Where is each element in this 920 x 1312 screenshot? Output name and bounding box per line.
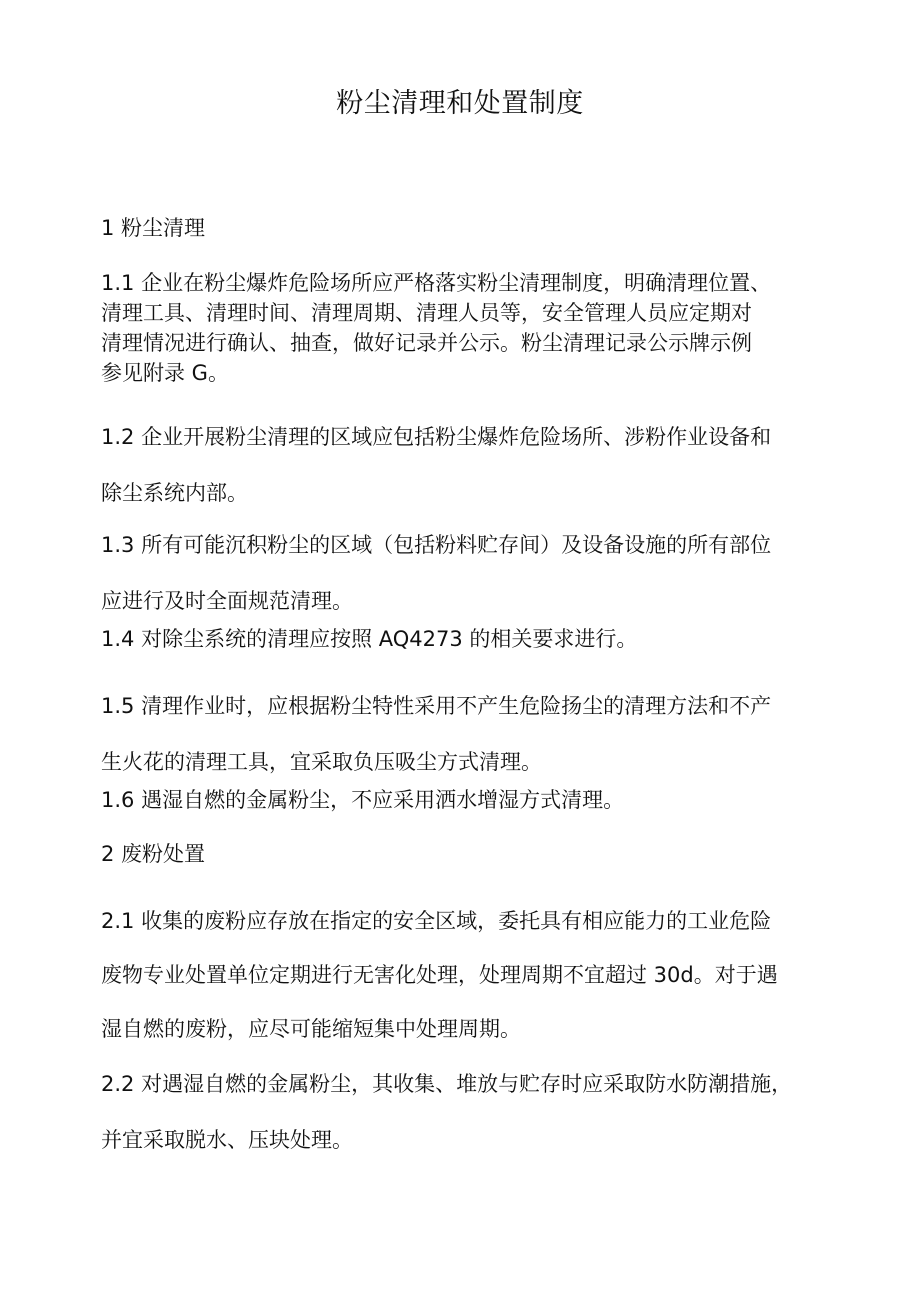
- paragraph-1-6: [101, 786, 833, 814]
- paragraph-line: 湿自燃的废粉，应尽可能缩短集中处理周期。: [101, 1017, 521, 1041]
- paragraph-line: 生火花的清理工具，宜采取负压吸尘方式清理。: [101, 750, 542, 774]
- paragraph-line: 1.6 遇湿自燃的金属粉尘，不应采用洒水增湿方式清理。: [101, 788, 625, 812]
- paragraph-line: 并宜采取脱水、压块处理。: [101, 1128, 353, 1152]
- paragraph-line: 清理情况进行确认、抽查，做好记录并公示。粉尘清理记录公示牌示例: [101, 331, 752, 355]
- paragraph-2-1: [101, 894, 833, 1056]
- paragraph-line: 1.4 对除尘系统的清理应按照 AQ4273 的相关要求进行。: [101, 627, 638, 651]
- paragraph-1-3: [101, 517, 833, 629]
- paragraph-line: 除尘系统内部。: [101, 481, 248, 505]
- paragraph-1-4: [101, 625, 833, 653]
- paragraph-line: 1.3 所有可能沉积粉尘的区域（包括粉料贮存间）及设备设施的所有部位: [101, 533, 772, 557]
- paragraph-line: 清理工具、清理时间、清理周期、清理人员等，安全管理人员应定期对: [101, 301, 752, 325]
- paragraph-line: 应进行及时全面规范清理。: [101, 589, 353, 613]
- paragraph-1-2: [101, 409, 833, 521]
- heading-text: 1 粉尘清理: [101, 216, 206, 240]
- paragraph-line: 1.5 清理作业时，应根据粉尘特性采用不产生危险扬尘的清理方法和不产: [101, 694, 772, 718]
- paragraph-line: 1.2 企业开展粉尘清理的区域应包括粉尘爆炸危险场所、涉粉作业设备和: [101, 425, 772, 449]
- document-title: 粉尘清理和处置制度: [336, 88, 584, 119]
- paragraph-line: 2.2 对遇湿自燃的金属粉尘，其收集、堆放与贮存时应采取防水防潮措施，: [101, 1072, 793, 1096]
- section-heading-1: [101, 214, 833, 242]
- paragraph-line: 废物专业处置单位定期进行无害化处理，处理周期不宜超过 30d。对于遇: [101, 963, 778, 987]
- paragraph-1-1: [101, 268, 833, 388]
- paragraph-1-5: [101, 678, 833, 790]
- paragraph-line: 1.1 企业在粉尘爆炸危险场所应严格落实粉尘清理制度，明确清理位置、: [101, 271, 772, 295]
- heading-text: 2 废粉处置: [101, 842, 206, 866]
- paragraph-2-2: [101, 1056, 833, 1168]
- section-heading-2: [101, 840, 833, 868]
- paragraph-line: 2.1 收集的废粉应存放在指定的安全区域，委托具有相应能力的工业危险: [101, 909, 772, 933]
- paragraph-line: 参见附录 G。: [101, 361, 229, 385]
